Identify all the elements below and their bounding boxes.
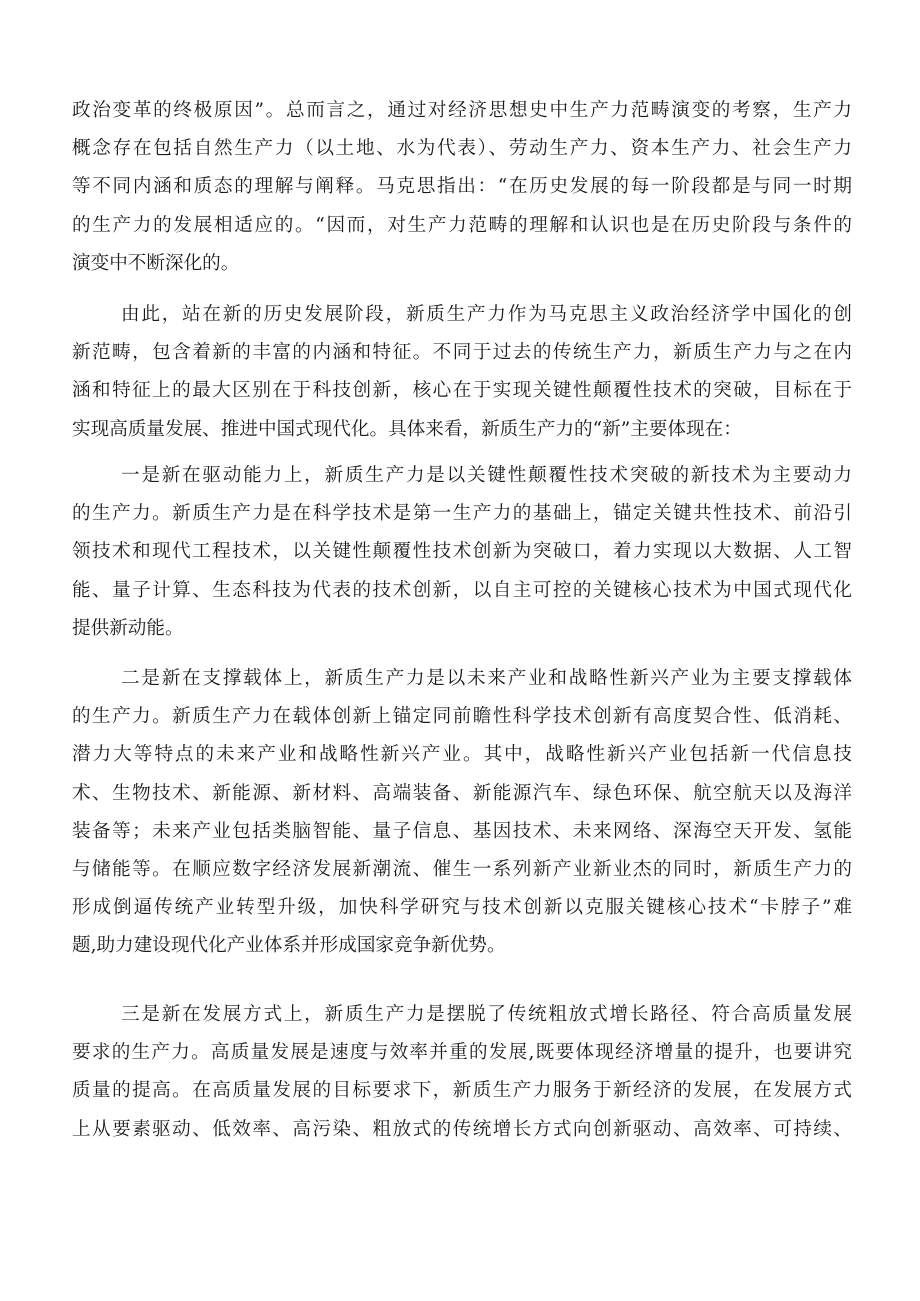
paragraph-line: 要求的生产力。高质量发展是速度与效率并重的发展,既要体现经济增量的提升，也要讲究 <box>72 1042 852 1064</box>
paragraph-line: 三是新在发展方式上，新质生产力是摆脱了传统粗放式增长路径、符合高质量发展 <box>121 1004 852 1025</box>
paragraph-line: 领技术和现代工程技术，以关键性颠覆性技术创新为突破口，着力实现以大数据、人工智 <box>72 541 852 563</box>
paragraph-line: 装备等；未来产业包括类脑智能、量子信息、基因技术、未来网络、深海空天开发、氢能 <box>72 820 852 842</box>
paragraph-line: 一是新在驱动能力上，新质生产力是以关键性颠覆性技术突破的新技术为主要动力 <box>121 465 852 486</box>
paragraph-4 <box>72 660 852 966</box>
paragraph-line: 形成倒逼传统产业转型升级，加快科学研究与技术创新以克服关键核心技术“卡脖子”难 <box>72 897 852 919</box>
paragraph-line: 政治变革的终极原因”。总而言之，通过对经济思想史中生产力范畴演变的考察，生产力 <box>72 100 852 121</box>
paragraph-line: 术、生物技术、新能源、新材料、高端装备、新能源汽车、绿色环保、航空航天以及海洋 <box>72 782 852 804</box>
paragraph-line: 的生产力。新质生产力在载体创新上锚定同前瞻性科学技术创新有高度契合性、低消耗、 <box>72 706 852 728</box>
paragraph-line: 等不同内涵和质态的理解与阐释。马克思指出：“在历史发展的每一阶段都是与同一时期 <box>72 176 852 198</box>
paragraph-5 <box>72 996 852 1149</box>
paragraph-line: 涵和特征上的最大区别在于科技创新，核心在于实现关键性颠覆性技术的突破，目标在于 <box>72 380 852 402</box>
paragraph-line: 上从要素驱动、低效率、高污染、粗放式的传统增长方式向创新驱动、高效率、可持续、 <box>72 1118 852 1140</box>
paragraph-line: 由此，站在新的历史发展阶段，新质生产力作为马克思主义政治经济学中国化的创 <box>121 304 852 325</box>
paragraph-line: 能、量子计算、生态科技为代表的技术创新，以自主可控的关键核心技术为中国式现代化 <box>72 579 852 601</box>
paragraph-line: 与储能等。在顺应数字经济发展新潮流、催生一系列新产业新业杰的同时，新质生产力的 <box>72 858 852 880</box>
paragraph-line: 实现高质量发展、推进中国式现代化。具体来看，新质生产力的“新”主要体现在： <box>72 418 742 440</box>
paragraph-line: 提供新动能。 <box>72 617 184 639</box>
paragraph-2 <box>72 296 852 449</box>
paragraph-line: 的生产力的发展相适应的。“因而，对生产力范畴的理解和认识也是在历史阶段与条件的 <box>72 214 852 236</box>
paragraph-line: 二是新在支撑载体上，新质生产力是以未来产业和战略性新兴产业为主要支撑载体 <box>121 668 852 689</box>
paragraph-line: 新范畴，包含着新的丰富的内涵和特征。不同于过去的传统生产力，新质生产力与之在内 <box>72 342 852 364</box>
paragraph-line: 题,助力建设现代化产业体系并形成国家竞争新优势。 <box>72 935 506 957</box>
paragraph-line: 质量的提高。在高质量发展的目标要求下，新质生产力服务于新经济的发展，在发展方式 <box>72 1080 852 1102</box>
paragraph-line: 概念存在包括自然生产力（以土地、水为代表）、劳动生产力、资本生产力、社会生产力 <box>72 138 852 160</box>
paragraph-3 <box>72 457 852 648</box>
paragraph-line: 的生产力。新质生产力是在科学技术是第一生产力的基础上，锚定关键共性技术、前沿引 <box>72 503 852 525</box>
paragraph-line: 潜力大等特点的未来产业和战略性新兴产业。其中，战略性新兴产业包括新一代信息技 <box>72 744 852 766</box>
paragraph-1 <box>72 92 852 283</box>
paragraph-line: 演变中不断深化的。 <box>72 252 240 274</box>
